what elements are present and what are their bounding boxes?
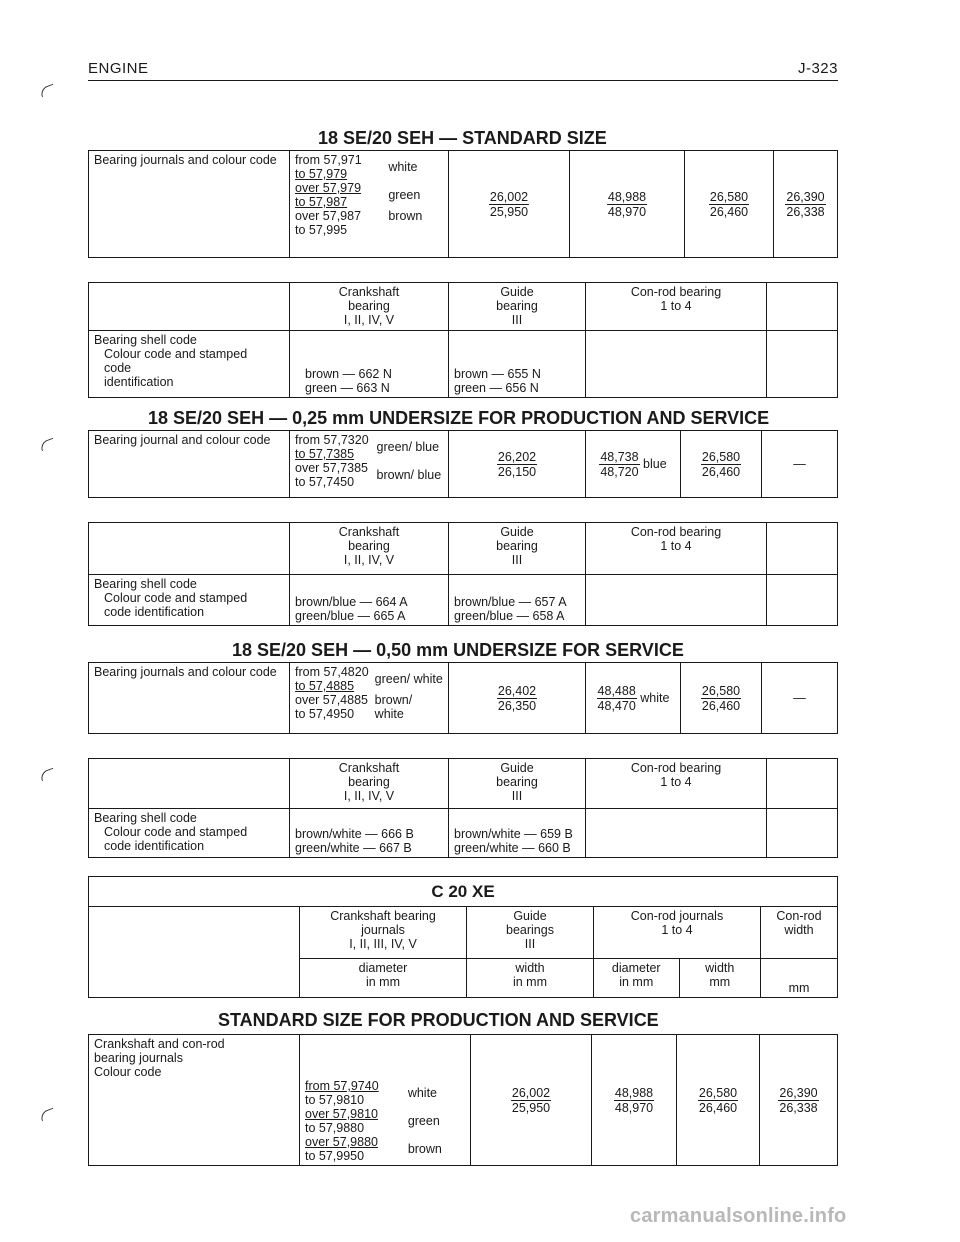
guide-shell-codes: brown — 655 N green — 656 N — [449, 331, 586, 398]
section-title-standard-production: STANDARD SIZE FOR PRODUCTION AND SERVICE — [218, 1010, 659, 1030]
guide-shell-codes: brown/blue — 657 A green/blue — 658 A — [449, 575, 586, 626]
header-crankshaft: Crankshaft bearing I, II, IV, V — [290, 523, 449, 575]
width-cell: $\frac{26,390}{26,338}$ — [774, 151, 838, 258]
conrod-width-cell: $\frac{26,580}{26,460}$ — [685, 151, 774, 258]
label-cell: Bearing journals and colour code — [89, 151, 290, 258]
range-cell: from 57,7320 to 57,7385 green/ blue over 57,7385 to 57,7450 brown/ blue — [290, 431, 449, 498]
conrod-width-cell: $\frac{26,580}{26,460}$ — [681, 663, 762, 734]
conrod-dia-cell: $\frac{48,488}{48,470}$ white — [586, 663, 681, 734]
unit-width: mm — [761, 959, 838, 998]
table-standard-production — [88, 1034, 838, 1166]
unit-conrod-width: width mm — [679, 959, 761, 998]
header-guide-bearings: Guide bearings III — [467, 907, 594, 959]
table-025-undersize — [88, 430, 838, 498]
range-cell: from 57,9740 to 57,9810 white over 57,9810 to 57,9880 green over 57,9880 to 57,9950 brown — [300, 1035, 471, 1166]
width-cell: — — [762, 663, 838, 734]
conrod-dia-cell: $\frac{48,988}{48,970}$ — [592, 1035, 677, 1166]
header-conrod: Con-rod bearing 1 to 4 — [586, 759, 767, 809]
section-title-050-undersize: 18 SE/20 SEH — 0,50 mm UNDERSIZE FOR SERVICE — [232, 640, 684, 660]
crank-shell-codes: brown/white — 666 B green/white — 667 B — [290, 809, 449, 858]
header-guide: Guide bearing III — [449, 759, 586, 809]
header-crankshaft: Crankshaft bearing I, II, IV, V — [290, 759, 449, 809]
header-rule — [88, 80, 838, 81]
page-section-label: ENGINE — [88, 60, 149, 77]
header-conrod-width: Con-rod width — [761, 907, 838, 959]
width-cell: $\frac{26,390}{26,338}$ — [760, 1035, 838, 1166]
section-title-025-undersize: 18 SE/20 SEH — 0,25 mm UNDERSIZE FOR PRODUCTION AND SERVICE — [148, 408, 770, 428]
label-cell: Bearing journals and colour code — [89, 663, 290, 734]
guide-width-cell: $\frac{26,002}{25,950}$ — [449, 151, 570, 258]
table-bearing-shell-3 — [88, 758, 838, 858]
label-cell: Crankshaft and con-rod bearing journals Colour code — [89, 1035, 300, 1166]
watermark: carmanualsonline.info — [630, 1205, 847, 1227]
header-crankshaft: Crankshaft bearing I, II, IV, V — [290, 283, 449, 331]
conrod-dia-cell: $\frac{48,738}{48,720}$ blue — [586, 431, 681, 498]
guide-width-cell: $\frac{26,002}{25,950}$ — [471, 1035, 592, 1166]
margin-mark — [39, 1108, 56, 1122]
unit-crank-diameter: diameter in mm — [300, 959, 467, 998]
header-conrod-journals: Con-rod journals 1 to 4 — [594, 907, 761, 959]
label-cell: Bearing shell code Colour code and stamped code identification — [89, 331, 290, 398]
table-bearing-shell-2 — [88, 522, 838, 626]
c20xe-title: C 20 XE — [89, 877, 838, 907]
width-cell: — — [762, 431, 838, 498]
margin-mark — [39, 84, 56, 98]
range-cell: from 57,4820 to 57,4885 green/ white over 57,4885 to 57,4950 brown/ white — [290, 663, 449, 734]
guide-width-cell: $\frac{26,202}{26,150}$ — [449, 431, 586, 498]
conrod-width-cell: $\frac{26,580}{26,460}$ — [681, 431, 762, 498]
margin-mark — [39, 768, 56, 782]
margin-mark — [39, 438, 56, 452]
label-cell: Bearing shell code Colour code and stamped code identification — [89, 809, 290, 858]
header-conrod: Con-rod bearing 1 to 4 — [586, 283, 767, 331]
header-crank-journals: Crankshaft bearing journals I, II, III, IV, V — [300, 907, 467, 959]
header-guide: Guide bearing III — [449, 523, 586, 575]
page-number: J-323 — [797, 60, 838, 77]
guide-width-cell: $\frac{26,402}{26,350}$ — [449, 663, 586, 734]
header-guide: Guide bearing III — [449, 283, 586, 331]
section-title-standard-size: 18 SE/20 SEH — STANDARD SIZE — [318, 128, 607, 148]
table-c20xe-header — [88, 876, 838, 998]
crank-shell-codes: brown/blue — 664 A green/blue — 665 A — [290, 575, 449, 626]
guide-shell-codes: brown/white — 659 B green/white — 660 B — [449, 809, 586, 858]
range-cell: from 57,971 to 57,979 white over 57,979 to 57,987 green over 57,987 to 57,995 brown — [290, 151, 449, 258]
header-conrod: Con-rod bearing 1 to 4 — [586, 523, 767, 575]
label-cell: Bearing journal and colour code — [89, 431, 290, 498]
crank-shell-codes: brown — 662 N green — 663 N — [290, 331, 449, 398]
unit-guide-width: width in mm — [467, 959, 594, 998]
table-standard-size — [88, 150, 838, 258]
table-050-undersize — [88, 662, 838, 734]
label-cell: Bearing shell code Colour code and stamped code identification — [89, 575, 290, 626]
conrod-dia-cell: $\frac{48,988}{48,970}$ — [570, 151, 685, 258]
table-bearing-shell-1 — [88, 282, 838, 398]
conrod-width-cell: $\frac{26,580}{26,460}$ — [677, 1035, 760, 1166]
unit-conrod-diameter: diameter in mm — [594, 959, 680, 998]
